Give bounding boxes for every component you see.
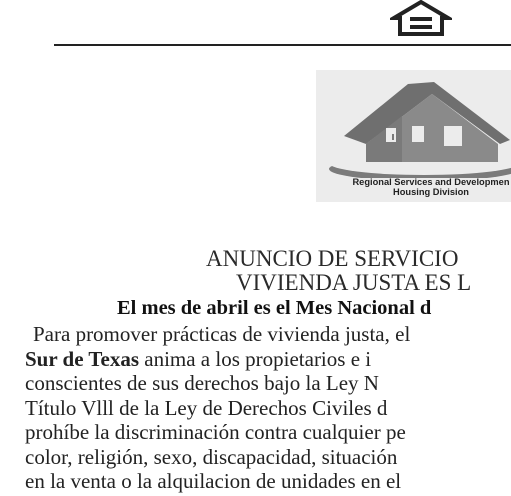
announcement-subheading: El mes de abril es el Mes Nacional d [117,297,432,319]
body-line [25,347,511,372]
body-line: Para promover prácticas de vivienda justa, el [33,322,411,346]
house-logo-icon [322,74,511,178]
body-line: Título Vlll de la Ley de Derechos Civiles d [25,395,388,420]
body-line: color, religión, sexo, discapacidad, situación [25,444,398,469]
announcement-body [25,322,511,494]
logo-caption-line1: Regional Services and Developmen [352,177,510,187]
logo-caption [316,177,511,197]
body-line: en la venta o la alquilacion de unidades en el [25,469,402,493]
body-bold-region: Sur de Texas [25,346,139,371]
announcement-heading-line1: ANUNCIO DE SERVICIO [206,246,459,271]
equal-housing-icon [390,0,452,36]
announcement-heading-line2: VIVIENDA JUSTA ES L [236,270,472,295]
logo-caption-line2: Housing Division [393,187,469,197]
header-divider [54,44,511,46]
agency-logo [316,70,511,202]
body-line-rest: anima a los propietarios e i [139,346,372,371]
body-line: prohíbe la discriminación contra cualquier pe [25,420,406,444]
body-line: conscientes de sus derechos bajo la Ley N [25,371,379,395]
